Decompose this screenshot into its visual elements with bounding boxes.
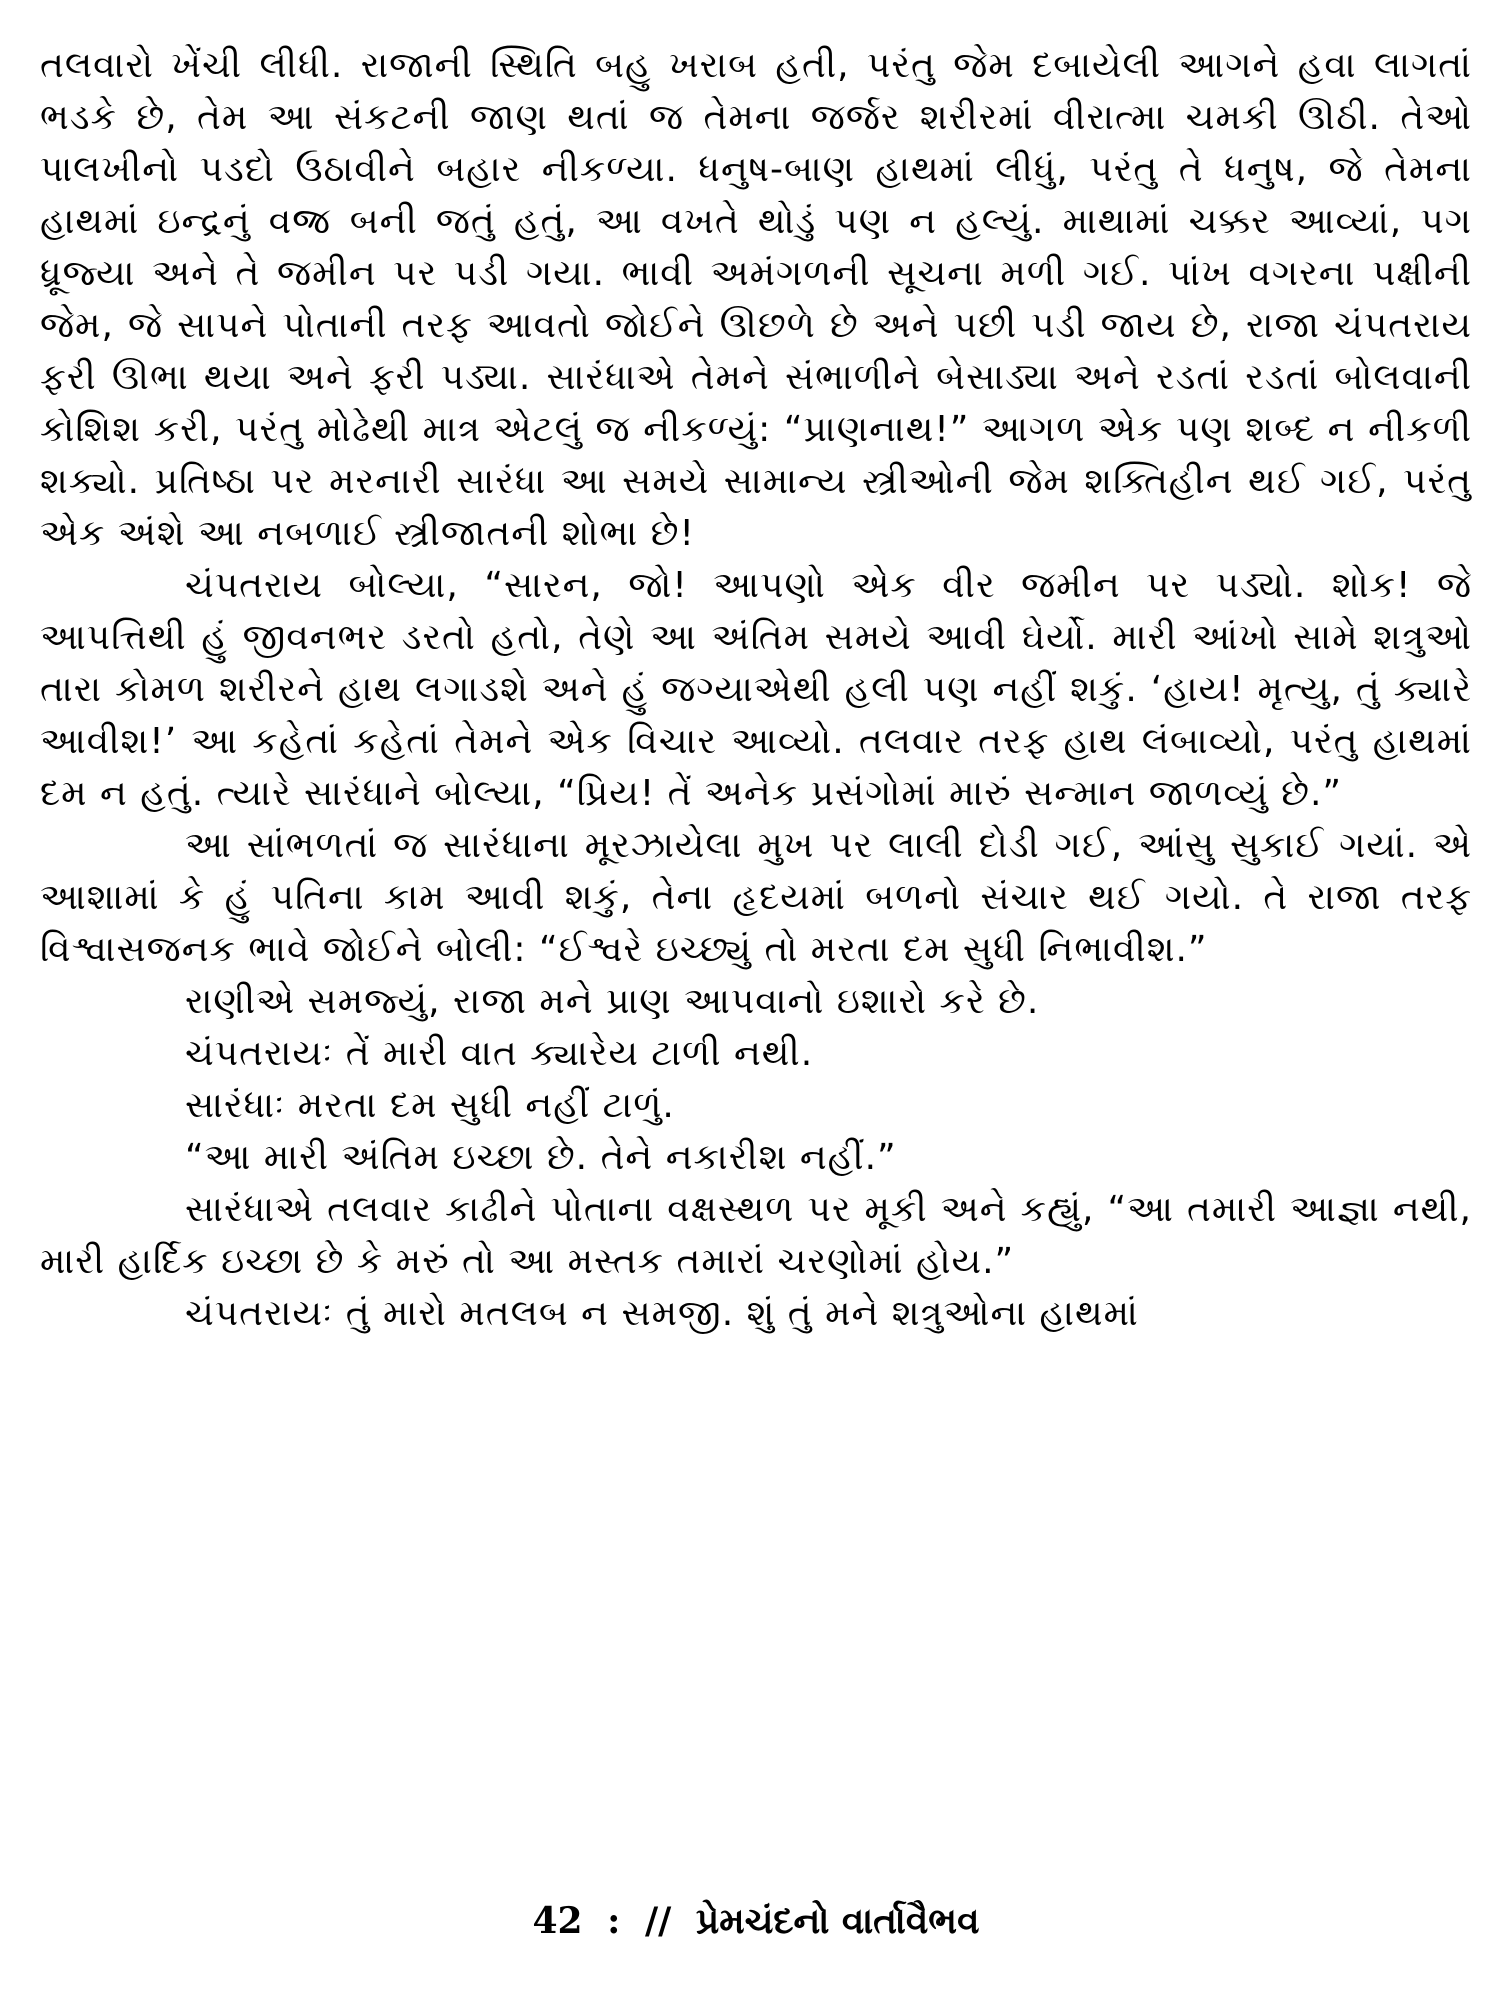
paragraph-4: રાણીએ સમજ્યું, રાજા મને પ્રાણ આપવાનો ઇશારો કરે છે. xyxy=(185,981,1040,1022)
paragraph-8: સારંધાએ તલવાર કાઢીને પોતાના વક્ષસ્થળ પર મૂકી અને કહ્યું, “આ તમારી આજ્ઞા નથી, મારી હાર્દિક ઇચ્છા છે કે મરું તો આ મસ્તક તમારાં ચરણોમાં હોય.” xyxy=(40,1189,1472,1282)
footer-separator: : xyxy=(607,1900,621,1942)
paragraph-5: ચંપતરાયઃ તેં મારી વાત ક્યારેય ટાળી નથી. xyxy=(185,1033,814,1074)
paragraph-1: તલવારો ખેંચી લીધી. રાજાની સ્થિતિ બહુ ખરાબ હતી, પરંતુ જેમ દબાયેલી આગને હવા લાગતાં ભડકે છે, તેમ આ સંકટની જાણ થતાં જ તેમના જર્જર શરીરમાં વીરાત્મા ચમકી ઊઠી. તેઓ પાલખીનો પડદો ઉઠાવીને બહાર નીકળ્યા. ધનુષ-બાણ હાથમાં લીધું, પરંતુ તે ધનુષ, જે તેમના હાથમાં ઇન્દ્રનું વજ્ર બની જતું હતું, આ વખતે થોડું પણ ન હલ્યું. માથામાં ચક્કર આવ્યાં, પગ ધ્રૂજ્યા અને તે જમીન પર પડી ગયા. ભાવી અમંગળની સૂચના મળી ગઈ. પાંખ વગરના પક્ષીની જેમ, જે સાપને પોતાની તરફ આવતો જોઈને ઊછળે છે અને પછી પડી જાય છે, રાજા ચંપતરાય ફરી ઊભા થયા અને ફરી પડ્યા. સારંધાએ તેમને સંભાળીને બેસાડ્યા અને રડતાં રડતાં બોલવાની કોશિશ કરી, પરંતુ મોઢેથી માત્ર એટલું જ નીકળ્યું: “પ્રાણનાથ!” આગળ એક પણ શબ્દ ન નીકળી શક્યો. પ્રતિષ્ઠા પર મરનારી સારંધા આ સમયે સામાન્ય સ્ત્રીઓની જેમ શક્તિહીન થઈ ગઈ, પરંતુ એક અંશે આ નબળાઈ સ્ત્રીજાતની શોભા છે! xyxy=(40,45,1472,554)
paragraph-6: સારંધાઃ મરતા દમ સુધી નહીં ટાળું. xyxy=(185,1085,675,1126)
book-title: પ્રેમચંદનો વાર્તાવૈભવ xyxy=(695,1900,980,1942)
paragraph-7: “આ મારી અંતિમ ઇચ્છા છે. તેને નકારીશ નહીં.” xyxy=(185,1137,897,1178)
paragraph-9: ચંપતરાયઃ તું મારો મતલબ ન સમજી. શું તું મને શત્રુઓના હાથમાં xyxy=(185,1293,1139,1334)
page-body xyxy=(40,40,1472,1340)
footer-marker: // xyxy=(645,1900,672,1942)
paragraph-3: આ સાંભળતાં જ સારંધાના મૂરઝાયેલા મુખ પર લાલી દોડી ગઈ, આંસુ સુકાઈ ગયાં. એ આશામાં કે હું પતિના કામ આવી શકું, તેના હૃદયમાં બળનો સંચાર થઈ ગયો. તે રાજા તરફ વિશ્વાસજનક ભાવે જોઈને બોલી: “ઈશ્વરે ઇચ્છ્યું તો મરતા દમ સુધી નિભાવીશ.” xyxy=(40,825,1472,970)
page-footer xyxy=(40,1900,1472,1943)
page-number: 42 xyxy=(532,1900,583,1942)
paragraph-2: ચંપતરાય બોલ્યા, “સારન, જો! આપણો એક વીર જમીન પર પડ્યો. શોક! જે આપત્તિથી હું જીવનભર ડરતો હતો, તેણે આ અંતિમ સમયે આવી ઘેર્યો. મારી આંખો સામે શત્રુઓ તારા કોમળ શરીરને હાથ લગાડશે અને હું જગ્યાએથી હલી પણ નહીં શકું. ‘હાય! મૃત્યુ, તું ક્યારે આવીશ!’ આ કહેતાં કહેતાં તેમને એક વિચાર આવ્યો. તલવાર તરફ હાથ લંબાવ્યો, પરંતુ હાથમાં દમ ન હતું. ત્યારે સારંધાને બોલ્યા, “પ્રિય! તેં અનેક પ્રસંગોમાં મારું સન્માન જાળવ્યું છે.” xyxy=(40,565,1472,814)
book-page xyxy=(40,40,1472,1960)
